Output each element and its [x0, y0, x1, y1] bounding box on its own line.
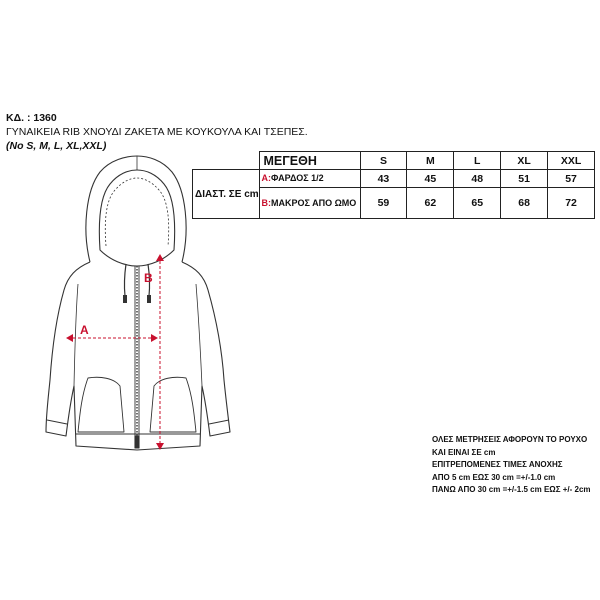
table-corner	[193, 152, 260, 170]
available-sizes: (No S, M, L, XL,XXL)	[6, 140, 107, 152]
note-line: ΚΑΙ ΕΙΝΑΙ ΣΕ cm	[432, 447, 496, 457]
product-description: ΓΥΝΑΙΚΕΙΑ RIB ΧΝΟΥΔΙ ΖΑΚΕΤΑ ΜΕ ΚΟΥΚΟΥΛΑ ΚΑΙ ΤΣΕΠΕΣ.	[6, 126, 308, 138]
measurement-letter: B:	[261, 197, 271, 208]
hood-opening	[99, 170, 174, 266]
table-cell: 48	[454, 170, 501, 188]
table-cell: 72	[548, 188, 595, 219]
size-header-label: ΜΕΓΕΘΗ	[259, 152, 360, 170]
product-code: ΚΔ. : 1360	[6, 112, 57, 124]
note-line: ΟΛΕΣ ΜΕΤΡΗΣΕΙΣ ΑΦΟΡΟΥΝ ΤΟ ΡΟΥΧΟ	[432, 435, 588, 444]
size-chart-table	[192, 151, 595, 219]
table-cell: 43	[360, 170, 407, 188]
note-line: ΠΑΝΩ ΑΠΟ 30 cm =+/-1.5 cm ΕΩΣ +/- 2cm	[432, 485, 591, 494]
table-cell: 45	[407, 170, 454, 188]
measurement-notes	[432, 434, 591, 497]
measurement-label-a: A	[80, 323, 89, 337]
pocket-right	[150, 377, 196, 432]
size-header-row	[193, 152, 595, 170]
size-l: L	[454, 152, 501, 170]
measurement-label-b: B	[144, 271, 153, 285]
table-cell: 57	[548, 170, 595, 188]
measurement-letter: A:	[261, 173, 271, 183]
table-row	[193, 170, 595, 188]
drawstring-left	[124, 264, 126, 296]
measurement-text: ΦΑΡΔΟΣ 1/2	[271, 173, 324, 183]
table-cell: 68	[501, 188, 548, 219]
pocket-left	[78, 377, 124, 432]
table-cell: 51	[501, 170, 548, 188]
size-xl: XL	[501, 152, 548, 170]
size-m: M	[407, 152, 454, 170]
measurement-text: ΜΑΚΡΟΣ ΑΠΟ ΩΜΟ	[271, 197, 357, 208]
note-line: ΕΠΙΤΡΕΠΟΜΕΝΕΣ ΤΙΜΕΣ ΑΝΟΧΗΣ	[432, 460, 563, 469]
table-cell: 65	[454, 188, 501, 219]
table-cell: 59	[360, 188, 407, 219]
measurement-name-a	[259, 170, 360, 188]
dimensions-label: ΔΙΑΣΤ. ΣΕ cm	[193, 170, 260, 219]
size-xxl: XXL	[548, 152, 595, 170]
size-s: S	[360, 152, 407, 170]
table-cell: 62	[407, 188, 454, 219]
note-line: ΑΠΟ 5 cm ΕΩΣ 30 cm =+/-1.0 cm	[432, 472, 556, 482]
measurement-name-b	[259, 188, 360, 219]
